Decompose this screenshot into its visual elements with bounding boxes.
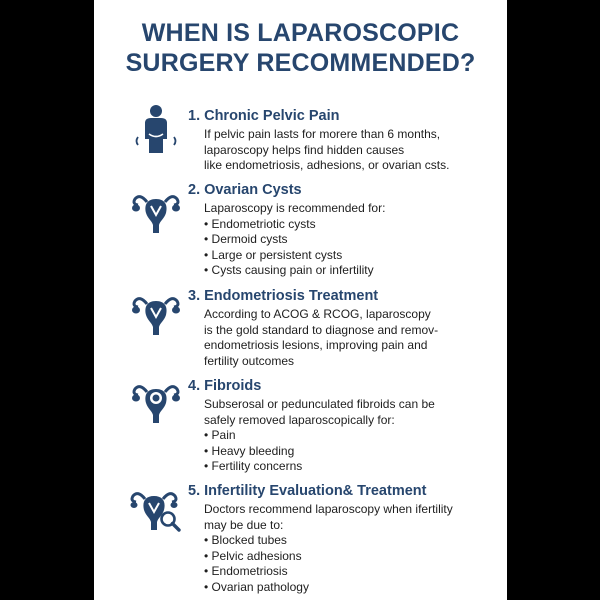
- section-title: Endometriosis Treatment: [204, 288, 379, 304]
- section-number: 4.: [188, 378, 201, 394]
- section-title: Ovarian Cysts: [204, 182, 302, 198]
- bullet-item: • Large or persistent cysts: [204, 248, 504, 264]
- body-line: Doctors recommend laparoscopy when ifertility: [204, 502, 453, 516]
- infographic-card: [94, 0, 507, 600]
- bullet-item: • Fertility concerns: [204, 459, 504, 475]
- bullet-item: • Blocked tubes: [204, 533, 504, 549]
- title-line-1: WHEN IS LAPAROSCOPIC: [141, 19, 460, 47]
- body-line: Laparoscopy is recommended for:: [204, 201, 386, 215]
- body-line: like endometriosis, adhesions, or ovarian csts.: [204, 158, 450, 172]
- body-line: If pelvic pain lasts for morere than 6 months,: [204, 127, 441, 141]
- body-line: is the gold standard to diagnose and remov-: [204, 322, 439, 337]
- bullet-item: • Pain: [204, 428, 504, 444]
- section-title: Chronic Pelvic Pain: [204, 108, 340, 124]
- body-line: may be due to:: [204, 517, 284, 532]
- bullet-item: • Endometriosis: [204, 564, 504, 580]
- section-heading: [188, 107, 339, 125]
- section-heading: [188, 482, 426, 500]
- body-line: safely removed laparoscopically for:: [204, 412, 395, 427]
- person-pelvic-pain-icon: [130, 103, 182, 155]
- body-line: fertility outcomes: [204, 353, 295, 368]
- section-number: 2.: [188, 182, 201, 198]
- body-line: Subserosal or pedunculated fibroids can be: [204, 397, 435, 411]
- section-title: Fibroids: [204, 378, 262, 394]
- uterus-magnifier-icon: [130, 482, 182, 534]
- section-number: 5.: [188, 483, 201, 499]
- section-heading: [188, 377, 261, 395]
- section-body: [204, 307, 504, 369]
- section-number: 3.: [188, 288, 201, 304]
- title-line-2: SURGERY RECOMMENDED?: [125, 49, 476, 77]
- section-heading: [188, 287, 378, 305]
- section-body: [204, 397, 504, 475]
- bullet-item: • Endometriotic cysts: [204, 217, 504, 233]
- section-body: [204, 502, 504, 595]
- body-line: endometriosis lesions, improving pain and: [204, 338, 428, 352]
- bullet-item: • Heavy bleeding: [204, 444, 504, 460]
- section-body: [204, 201, 504, 279]
- bullet-item: • Ovarian pathology: [204, 580, 504, 596]
- section-title: Infertility Evaluation& Treatment: [204, 483, 427, 499]
- section-number: 1.: [188, 108, 201, 124]
- bullet-item: • Pelvic adhesions: [204, 549, 504, 565]
- body-line: laparoscopy helps find hidden causes: [204, 142, 405, 157]
- bullet-item: • Dermoid cysts: [204, 232, 504, 248]
- body-line: According to ACOG & RCOG, laparoscopy: [204, 307, 431, 321]
- uterus-icon: [130, 185, 182, 237]
- section-heading: [188, 181, 302, 199]
- bullet-item: • Cysts causing pain or infertility: [204, 263, 504, 279]
- section-body: [204, 127, 504, 174]
- uterus-icon: [130, 287, 182, 339]
- page-title: [94, 18, 507, 78]
- uterus-fibroid-icon: [130, 375, 182, 427]
